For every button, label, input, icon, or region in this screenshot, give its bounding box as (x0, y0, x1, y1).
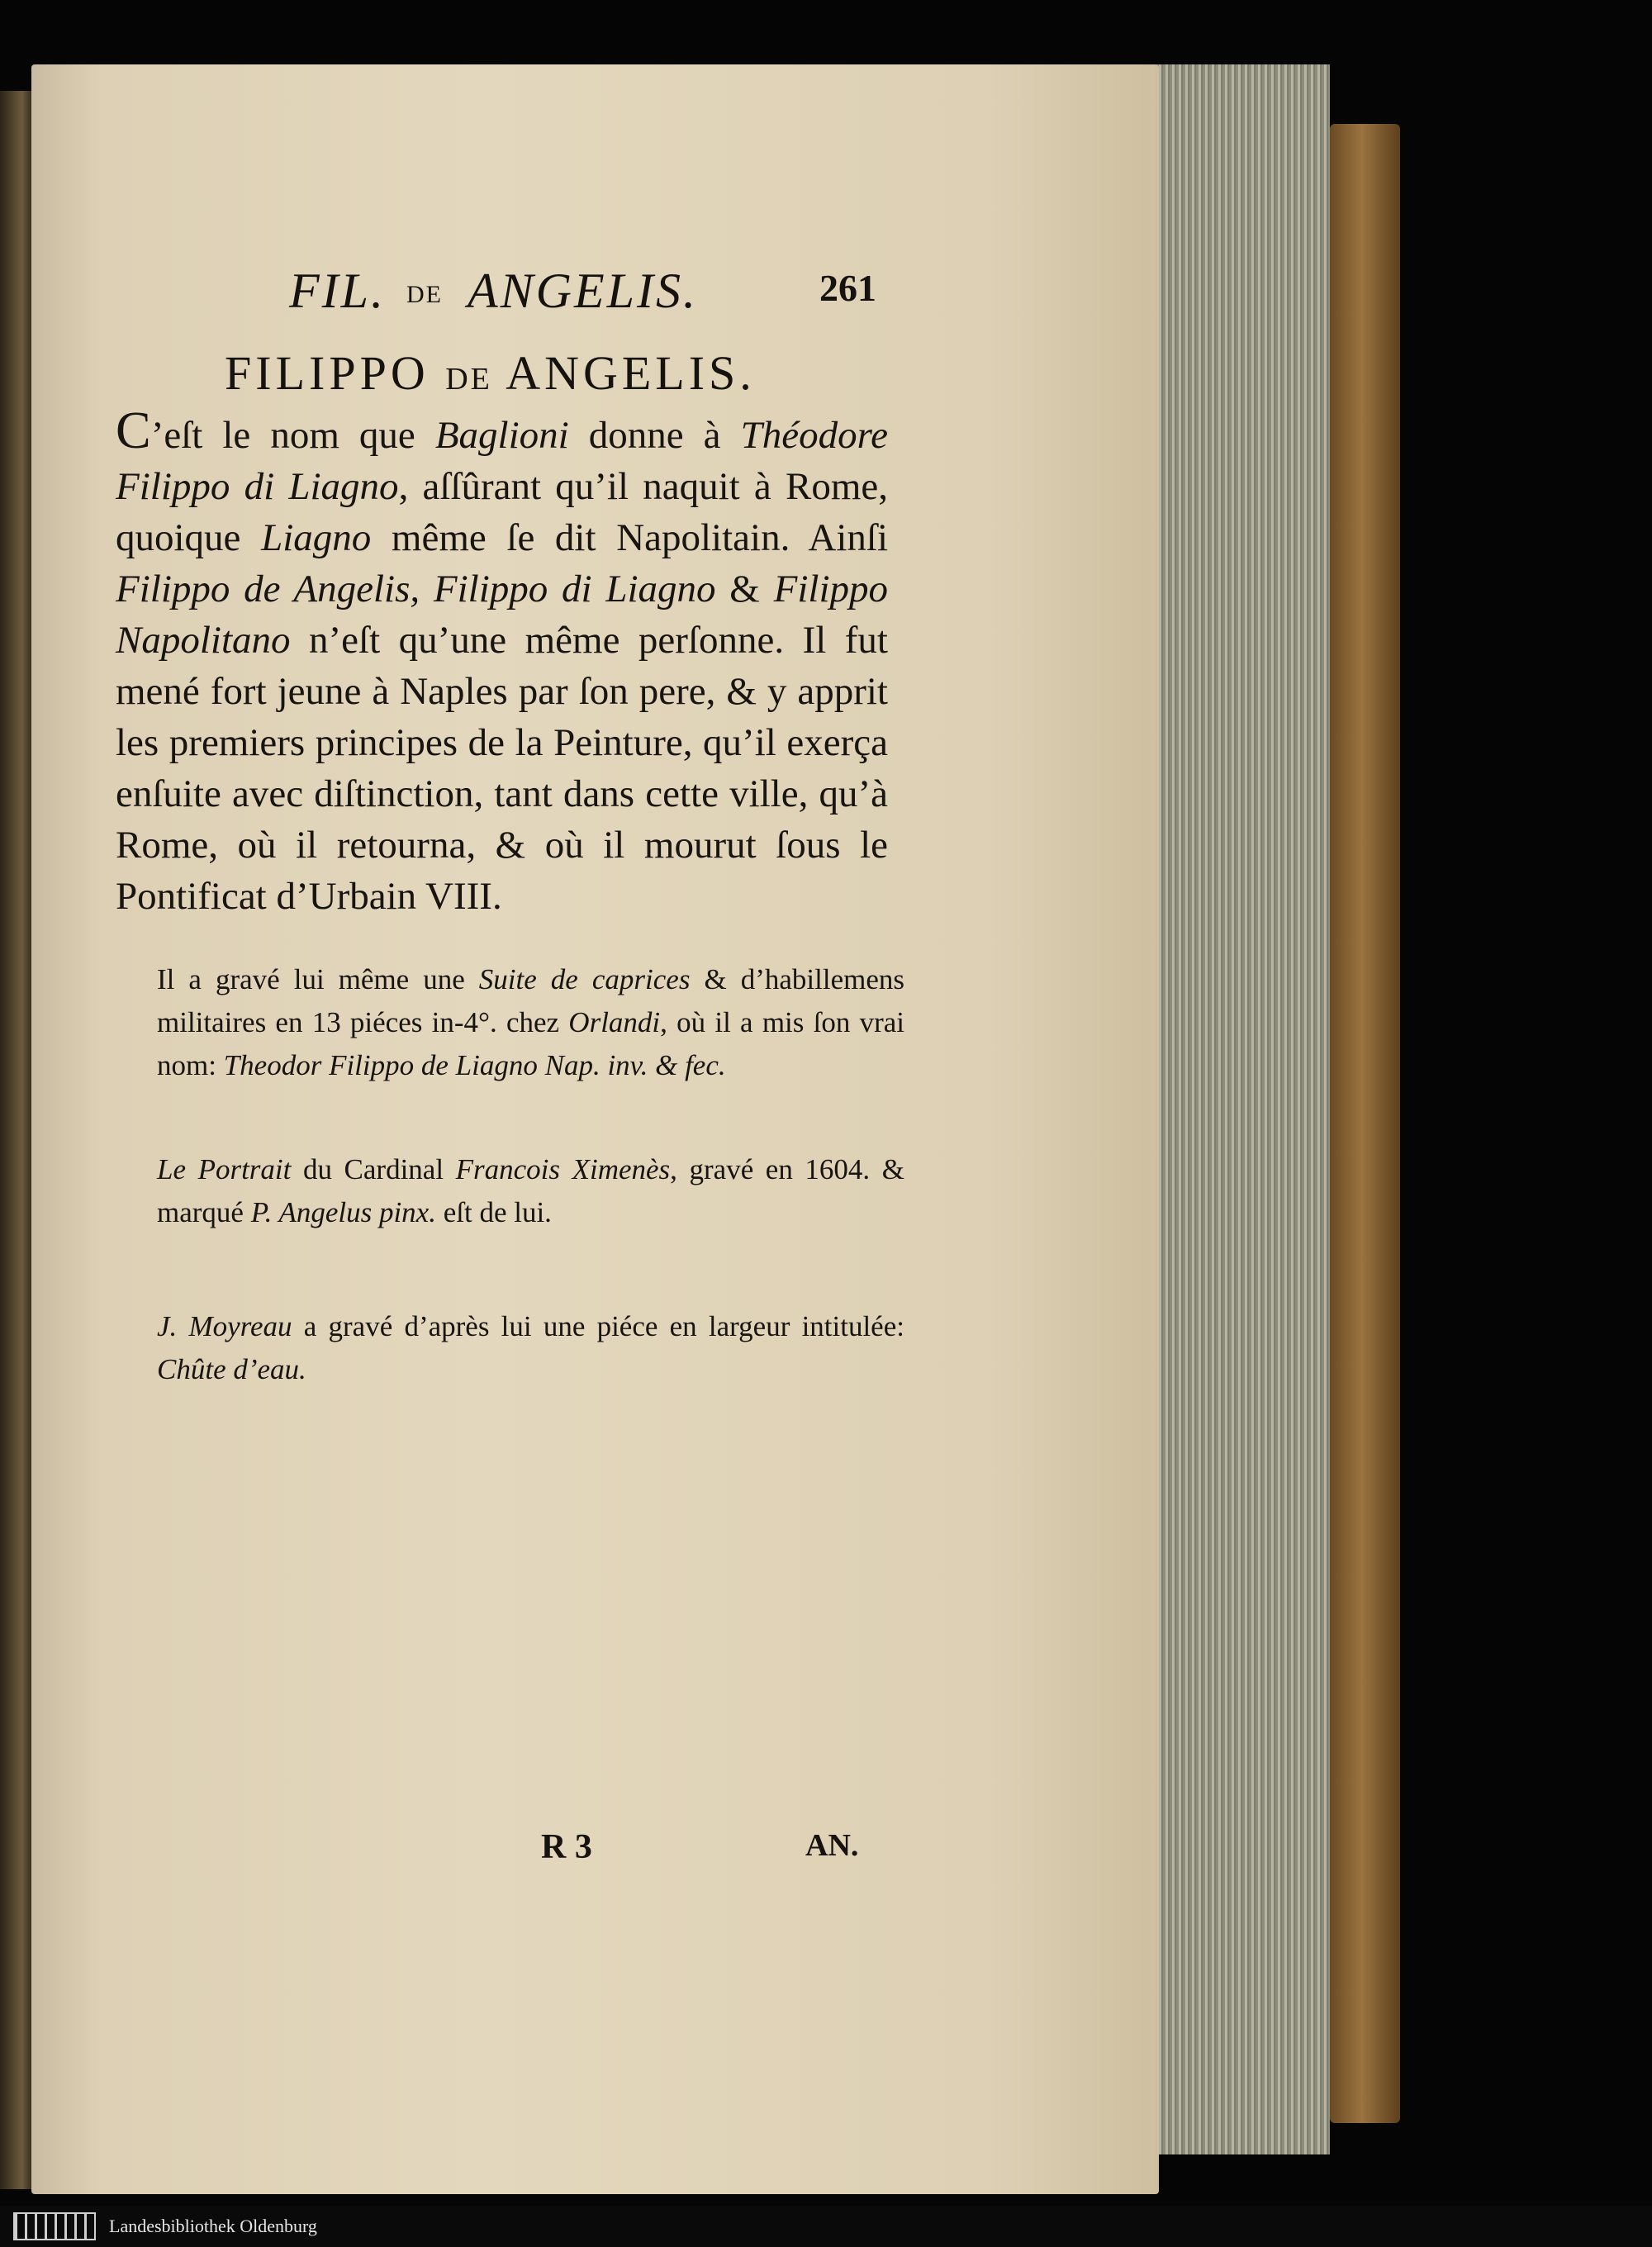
entry-title (225, 345, 756, 401)
running-head-de: DE (406, 281, 443, 308)
page-edges (1156, 64, 1330, 2154)
note3-italic-1: J. Moyreau (157, 1310, 292, 1342)
note-portrait (157, 1148, 904, 1234)
previous-page-edge (0, 91, 31, 2189)
note1-italic-1: Suite de caprices (478, 963, 691, 995)
page-number: 261 (819, 267, 876, 309)
entry-body (116, 401, 889, 922)
note1-italic-2: Orlandi (568, 1006, 661, 1038)
note-engravings (157, 958, 904, 1087)
body-italic-4: Filippo de Angelis, Filippo di Liagno (116, 568, 716, 610)
note2-text-2: , gravé en 1604. & marqué (157, 1153, 904, 1228)
library-name: Landesbibliothek Oldenburg (109, 2216, 317, 2236)
signature-mark: R 3 (541, 1828, 592, 1866)
note1-text-2: & d’habillemens militaires en 13 piéces in-4°. chez (157, 963, 904, 1038)
body-italic-3: Liagno (261, 516, 372, 559)
title-de: DE (445, 362, 492, 397)
body-text-3: , aſſûrant qu’il naquit à Rome, quoique (116, 465, 889, 559)
note2-text-1: du Cardinal (291, 1153, 456, 1185)
title-first: FILIPPO (225, 346, 430, 400)
running-head-right: ANGELIS. (468, 264, 698, 318)
body-text-6: n’eſt qu’une même perſonne. Il fut mené fort jeune à Naples par ſon pere, & y apprit les premiers principes de la Peinture, qu’il exerça enſuite avec diſtinction, tant dans cette ville, qu’à Rome, où il retourna, & où il mourut ſous le Pontificat d’Urbain VIII. (116, 619, 888, 918)
body-italic-1: Baglioni (434, 414, 569, 457)
body-text-5: & (715, 568, 774, 610)
library-footer (0, 2206, 1652, 2247)
note3-text-1: a gravé d’après lui une piéce en largeur intitulée: (292, 1310, 904, 1342)
body-text-2: donne à (568, 414, 741, 457)
note2-text-3: eſt de lui. (435, 1196, 552, 1228)
body-text-4: même ſe dit Napolitain. Ainſi (371, 516, 888, 559)
note1-italic-3: Theodor Filippo de Liagno Nap. inv. & fec. (223, 1049, 726, 1081)
catchword: AN. (805, 1828, 859, 1863)
body-italic-5: Filippo Napolitano (116, 568, 889, 662)
book-cover-edge (1330, 124, 1400, 2123)
note2-italic-3: P. Angelus pinx. (250, 1196, 436, 1228)
drop-cap: C (116, 401, 151, 459)
note2-italic-2: Francois Ximenès (455, 1153, 671, 1185)
running-head-left: FIL. (289, 264, 386, 318)
note2-italic-1: Le Portrait (157, 1153, 292, 1185)
library-building-icon (13, 2212, 96, 2240)
title-last: ANGELIS. (506, 346, 756, 400)
note1-text-1: Il a gravé lui même une (157, 963, 479, 995)
note-moyreau (157, 1305, 904, 1391)
body-italic-2: Théodore Filippo di Liagno (116, 414, 888, 508)
body-text-1: ’eſt le nom que (150, 414, 435, 457)
note3-italic-2: Chûte d’eau. (157, 1353, 306, 1385)
note1-text-3: , où il a mis ſon vrai nom: (157, 1006, 904, 1081)
